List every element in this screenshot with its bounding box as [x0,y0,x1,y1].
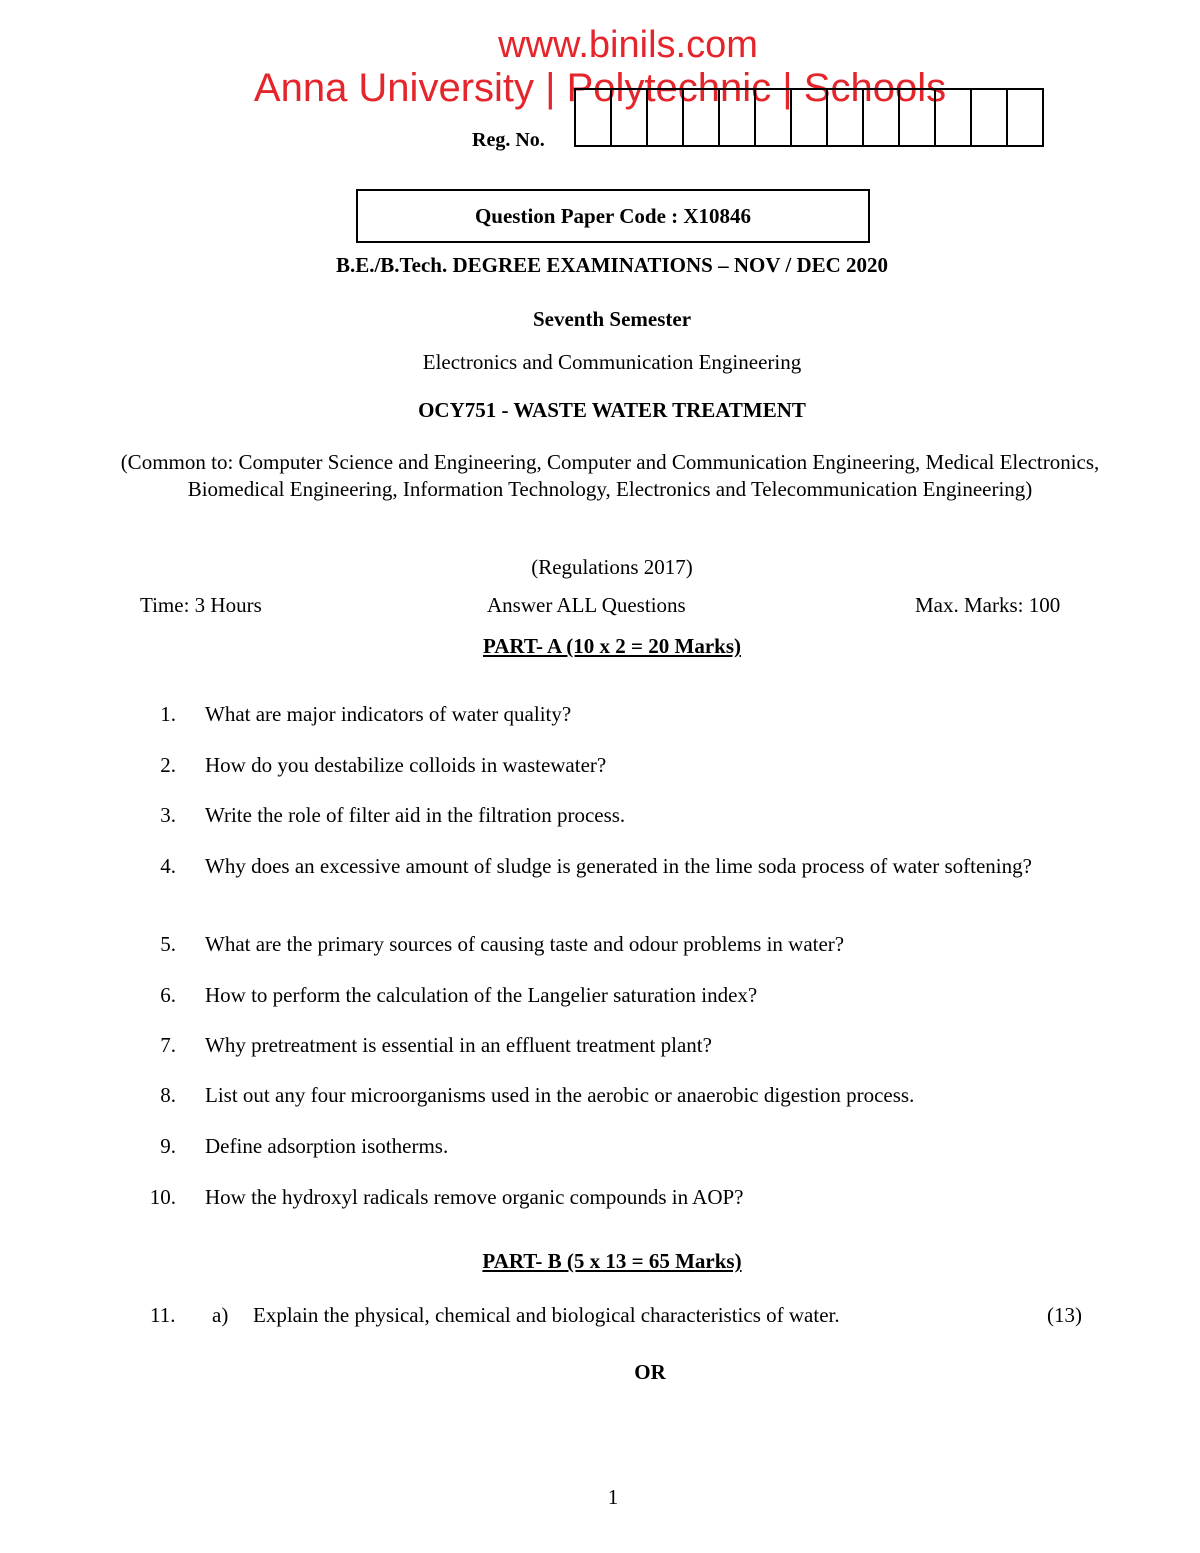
exam-duration: Time: 3 Hours [140,593,262,617]
question-number: 10. [149,1185,176,1209]
sub-question-label: a) [212,1303,229,1327]
question-text: How the hydroxyl radicals remove organic compounds in AOP? [205,1185,744,1209]
reg-no-box [1006,88,1044,147]
question-text: What are the primary sources of causing taste and odour problems in water? [205,932,845,956]
question-text: List out any four microorganisms used in the aerobic or anaerobic digestion process. [205,1083,915,1107]
or-separator: OR [634,1360,666,1384]
reg-no-label: Reg. No. [472,129,545,151]
question-text: Write the role of filter aid in the filtration process. [205,803,626,827]
exam-title: B.E./B.Tech. DEGREE EXAMINATIONS – NOV / DEC 2020 [335,253,889,277]
question-number: 11. [150,1303,176,1327]
question-number: 6. [160,983,176,1007]
question-text: How do you destabilize colloids in wastewater? [205,753,607,777]
reg-no-box [970,88,1008,147]
reg-no-box [898,88,936,147]
page-number: 1 [607,1485,619,1509]
question-text: How to perform the calculation of the Langelier saturation index? [205,983,758,1007]
reg-no-box [790,88,828,147]
regulations: (Regulations 2017) [531,555,693,579]
question-number: 8. [160,1083,176,1107]
question-number: 4. [160,854,176,878]
instruction: Answer ALL Questions [487,593,686,617]
reg-no-box [610,88,648,147]
question-number: 1. [160,702,176,726]
part-b-heading: PART- B (5 x 13 = 65 Marks) [482,1249,742,1273]
question-text: Explain the physical, chemical and biological characteristics of water. [253,1303,840,1327]
question-number: 3. [160,803,176,827]
question-paper-code: Question Paper Code : X10846 [356,189,870,243]
question-text: Why pretreatment is essential in an effluent treatment plant? [205,1033,712,1057]
common-to: (Common to: Computer Science and Engineering, Computer and Communication Engineering, Medical Electronics, Biomedical Engineering, Information Technology, Electronics and Telecommunication Engineering) [120,450,1100,501]
question-text: What are major indicators of water quality? [205,702,572,726]
reg-no-box [646,88,684,147]
question-number: 7. [160,1033,176,1057]
question-text: Why does an excessive amount of sludge is generated in the lime soda process of water softening? [205,854,1032,878]
reg-no-box [862,88,900,147]
question-number: 5. [160,932,176,956]
reg-no-box [754,88,792,147]
question-text: Define adsorption isotherms. [205,1134,449,1158]
reg-no-box [826,88,864,147]
reg-no-box [682,88,720,147]
reg-no-box [718,88,756,147]
question-marks: (13) [1047,1303,1082,1327]
question-number: 9. [160,1134,176,1158]
department: Electronics and Communication Engineering [422,350,802,374]
watermark-tagline: Anna University | Polytechnic | Schools [253,66,947,110]
semester: Seventh Semester [532,307,692,331]
reg-no-box [934,88,972,147]
course-title: OCY751 - WASTE WATER TREATMENT [418,398,806,422]
part-a-heading: PART- A (10 x 2 = 20 Marks) [483,634,741,658]
question-number: 2. [160,753,176,777]
watermark-url: www.binils.com [498,24,758,66]
max-marks: Max. Marks: 100 [915,593,1061,617]
reg-no-box [574,88,612,147]
reg-no-boxes [576,88,1044,147]
